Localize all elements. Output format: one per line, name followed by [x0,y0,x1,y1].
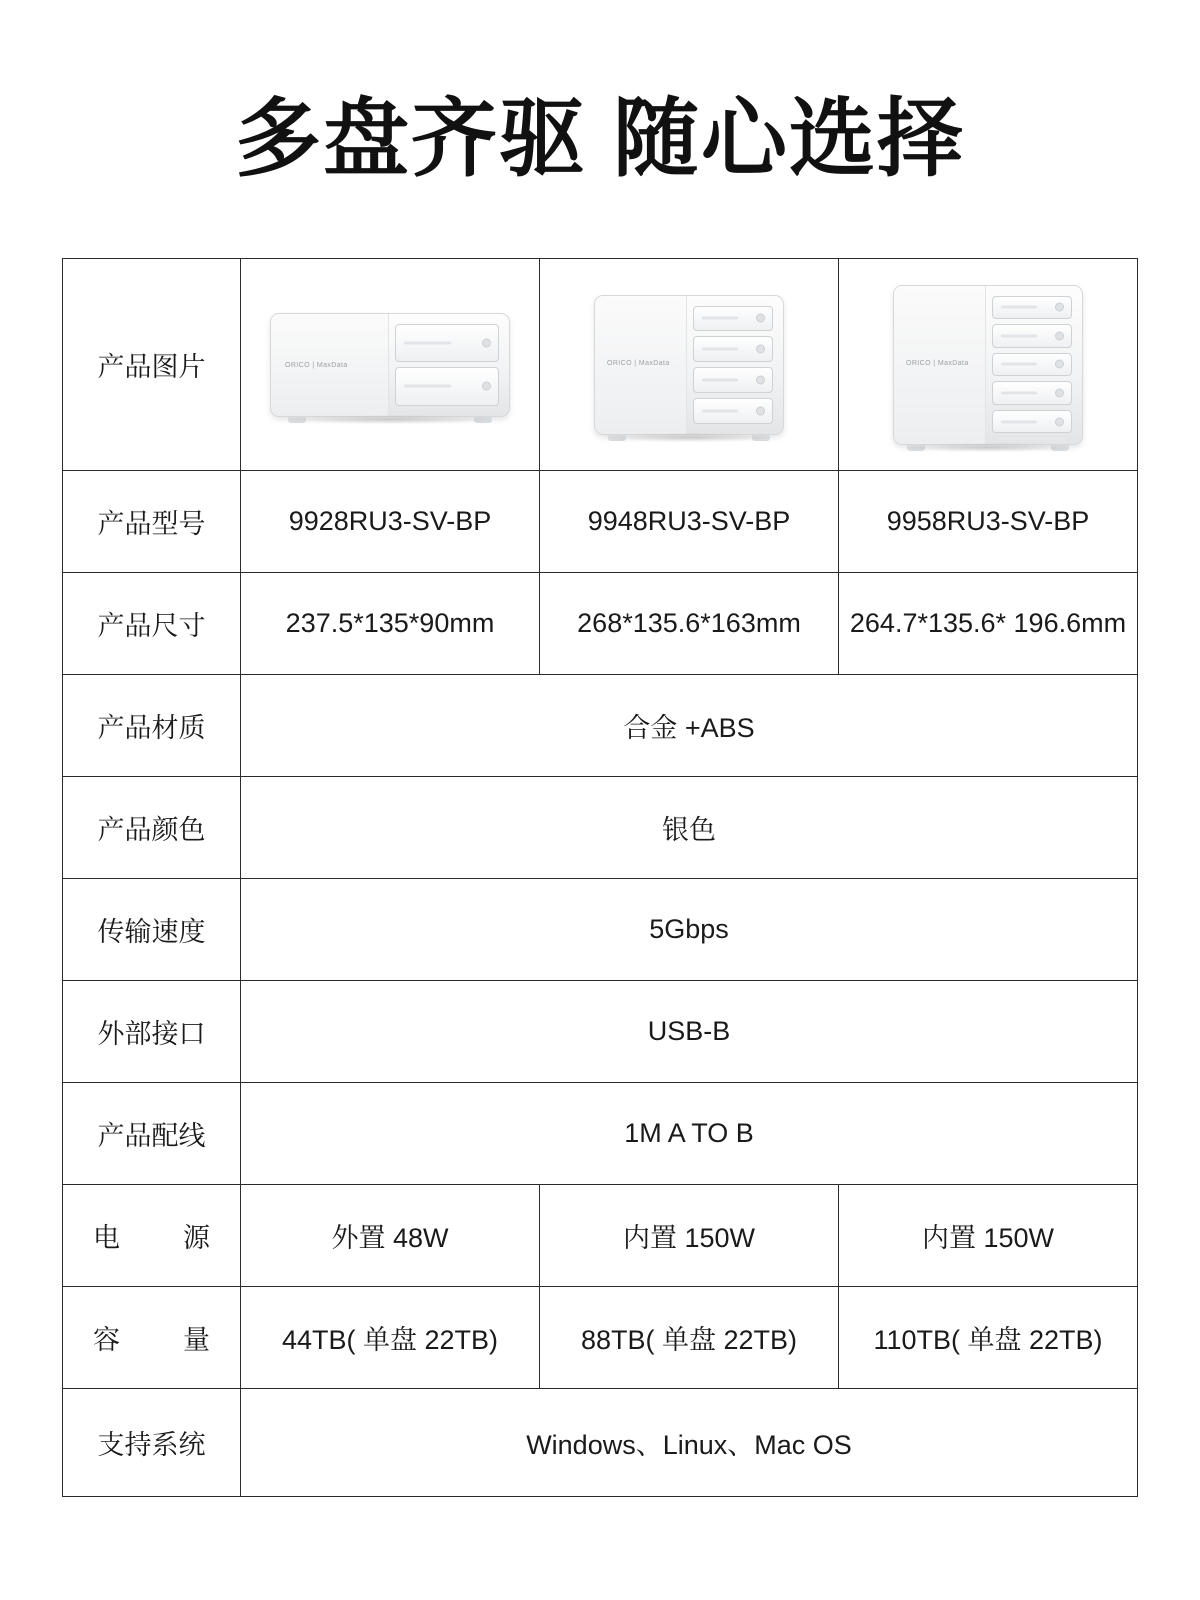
table-row-color [63,777,1138,879]
table-row-transfer-speed [63,879,1138,981]
row-label-material: 产品材质 [63,675,241,777]
table-row-model [63,471,1138,573]
row-label-cable: 产品配线 [63,1083,241,1185]
table-row-cable [63,1083,1138,1185]
table-row-dimensions [63,573,1138,675]
drive-bay [992,296,1072,320]
transfer-speed-value: 5Gbps [241,879,1138,981]
drive-bay [693,367,773,393]
table-row-supported-os [63,1389,1138,1497]
row-label-external-interface: 外部接口 [63,981,241,1083]
capacity-value-5bay: 110TB( 单盘 22TB) [839,1287,1138,1389]
model-value-4bay: 9948RU3-SV-BP [540,471,839,573]
drive-bay [693,398,773,424]
external-interface-value: USB-B [241,981,1138,1083]
table-row-material [63,675,1138,777]
model-value-5bay: 9958RU3-SV-BP [839,471,1138,573]
drive-bay [992,410,1072,434]
row-label-product-image: 产品图片 [63,259,241,471]
drive-bay [992,381,1072,405]
model-value-2bay: 9928RU3-SV-BP [241,471,540,573]
product-image-cell-5bay [839,259,1138,471]
row-label-model: 产品型号 [63,471,241,573]
capacity-value-4bay: 88TB( 单盘 22TB) [540,1287,839,1389]
color-value: 银色 [241,777,1138,879]
dimensions-value-5bay: 264.7*135.6* 196.6mm [839,573,1138,675]
supported-os-value: Windows、Linux、Mac OS [241,1389,1138,1497]
drive-bay [992,324,1072,348]
page-title: 多盘齐驱 随心选择 [235,91,965,187]
power-value-2bay: 外置 48W [241,1185,540,1287]
cable-value: 1M A TO B [241,1083,1138,1185]
drive-bay [693,306,773,332]
power-value-4bay: 内置 150W [540,1185,839,1287]
product-image-cell-2bay [241,259,540,471]
row-label-transfer-speed: 传输速度 [63,879,241,981]
row-label-power: 电 源 [63,1185,241,1287]
row-label-dimensions: 产品尺寸 [63,573,241,675]
drive-bay [693,336,773,362]
brand-label: ORICO | MaxData [607,359,670,367]
drive-bay [395,367,499,406]
table-row-external-interface [63,981,1138,1083]
drive-bay [992,353,1072,377]
material-value: 合金 +ABS [241,675,1138,777]
table-row-capacity [63,1287,1138,1389]
power-value-5bay: 内置 150W [839,1185,1138,1287]
enclosure-2bay-illustration [270,313,510,417]
spec-table [62,258,1138,1497]
row-label-supported-os: 支持系统 [63,1389,241,1497]
brand-label: ORICO | MaxData [906,359,969,367]
drive-bay [395,324,499,363]
row-label-capacity: 容 量 [63,1287,241,1389]
dimensions-value-4bay: 268*135.6*163mm [540,573,839,675]
enclosure-4bay-illustration [594,295,784,435]
row-label-color: 产品颜色 [63,777,241,879]
dimensions-value-2bay: 237.5*135*90mm [241,573,540,675]
enclosure-5bay-illustration [893,285,1083,445]
table-row-power [63,1185,1138,1287]
brand-label: ORICO | MaxData [285,361,348,369]
capacity-value-2bay: 44TB( 单盘 22TB) [241,1287,540,1389]
table-row-product-image [63,259,1138,471]
spec-table-container [62,258,1138,1497]
product-image-cell-4bay [540,259,839,471]
